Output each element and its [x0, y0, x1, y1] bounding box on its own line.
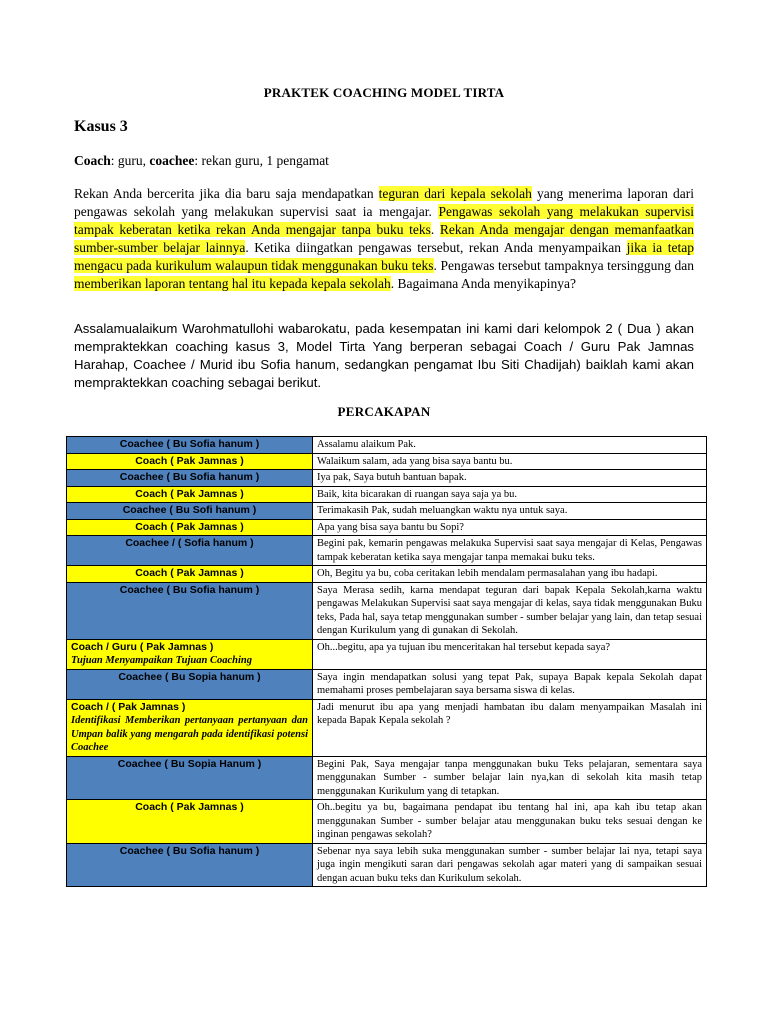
- speaker-name: Coachee ( Bu Sopia hanum ): [118, 670, 261, 683]
- dialogue-text-cell: Begini pak, kemarin pengawas melakuka Supervisi saat saya mengajar di Kelas, Pengawas tampak keberatan ketika saya mengajar tanpa memakai buku teks.: [313, 536, 707, 566]
- speaker-name: Coachee / ( Sofia hanum ): [125, 537, 254, 549]
- paragraph-text: Rekan Anda bercerita jika dia baru saja mendapatkan: [74, 186, 379, 201]
- highlighted-text: Rekan Anda mengajar dengan memanfaatkan sumber-sumber belajar lainnya: [74, 222, 694, 255]
- dialogue-text-cell: Terimakasih Pak, sudah meluangkan waktu nya untuk saya.: [313, 503, 707, 520]
- conversation-row: [67, 756, 707, 800]
- conversation-row: [67, 503, 707, 520]
- speaker-name: Coach ( Pak Jamnas ): [135, 801, 244, 813]
- speaker-name: Coachee ( Bu Sopia Hanum ): [117, 757, 262, 770]
- speaker-name: Coachee ( Bu Sofi hanum ): [122, 504, 257, 516]
- speaker-name: Coach / Guru ( Pak Jamnas ): [71, 640, 214, 653]
- coachee-speaker-cell: [67, 437, 313, 454]
- conversation-row: [67, 800, 707, 844]
- conversation-table: [66, 436, 707, 887]
- coachee-text: : rekan guru, 1 pengamat: [194, 153, 329, 168]
- dialogue-text-cell: Iya pak, Saya butuh bantuan bapak.: [313, 470, 707, 487]
- dialogue-text-cell: Begini Pak, Saya mengajar tanpa menggunakan buku Teks pelajaran, sementara saya menggunakan Sumber - sumber belajar lain nya,kan di sekolah kita masih tetap menggunakan Kurikulum yang di tetapkan.: [313, 756, 707, 800]
- conversation-row: [67, 536, 707, 566]
- coachee-speaker-cell: [67, 756, 313, 800]
- conversation-row: [67, 470, 707, 487]
- coach-speaker-cell: [67, 453, 313, 470]
- conversation-row: [67, 486, 707, 503]
- dialogue-text-cell: Jadi menurut ibu apa yang menjadi hambatan ibu dalam menyampaikan Masalah ini kepada Bapak Kepala sekolah ?: [313, 699, 707, 756]
- case-heading: Kasus 3: [74, 118, 128, 135]
- dialogue-text-cell: Oh...begitu, apa ya tujuan ibu menceritakan hal tersebut kepada saya?: [313, 639, 707, 669]
- dialogue-text-cell: Saya ingin mendapatkan solusi yang tepat Pak, supaya Bapak kepala Sekolah dapat memahami proses pembelajaran saya bersama siswa di kelas.: [313, 669, 707, 699]
- conversation-row: [67, 699, 707, 756]
- coach-speaker-cell: [67, 519, 313, 536]
- dialogue-text-cell: Sebenar nya saya lebih suka menggunakan sumber - sumber belajar lai nya, tetapi saya juga ingin mengikuti saran dari pengawas sekolah agar materi yang di sampaikan sesuai dengan acuan buku teks dan Kurikulum sekolah.: [313, 843, 707, 887]
- coachee-label: coachee: [149, 153, 195, 168]
- document-title: PRAKTEK COACHING MODEL TIRTA: [263, 85, 505, 100]
- speaker-name: Coachee ( Bu Sofia hanum ): [119, 471, 260, 483]
- coachee-speaker-cell: [67, 470, 313, 487]
- section-heading: PERCAKAPAN: [337, 404, 431, 419]
- conversation-row: [67, 582, 707, 639]
- conversation-row: [67, 519, 707, 536]
- coach-text: : guru,: [110, 153, 150, 168]
- highlighted-text: jika ia tetap mengacu pada kurikulum walaupun tidak menggunakan buku teks: [74, 240, 694, 273]
- speaker-name: Coachee ( Bu Sofia hanum ): [119, 844, 260, 857]
- coachee-speaker-cell: [67, 669, 313, 699]
- highlighted-text: teguran dari kepala sekolah: [378, 186, 532, 201]
- dialogue-text-cell: Oh, Begitu ya bu, coba ceritakan lebih mendalam permasalahan yang ibu hadapi.: [313, 566, 707, 583]
- coach-speaker-cell: [67, 566, 313, 583]
- conversation-row: [67, 566, 707, 583]
- conversation-row: [67, 843, 707, 887]
- speaker-name: Coach ( Pak Jamnas ): [135, 520, 244, 533]
- intro-paragraph: Assalamualaikum Warohmatullohi wabarokatu, pada kesempatan ini kami dari kelompok 2 ( Dua ) akan mempraktekkan coaching kasus 3, Model Tirta Yang berperan sebagai Coach / Guru Pak Jamnas Harahap, Coachee / Murid ibu Sofia hanum, sedangkan pengamat Ibu Siti Chadijah) baiklah kami akan mempraktekkan coaching sebagai berikut.: [74, 321, 694, 390]
- paragraph-text: .: [430, 222, 440, 237]
- coaching-stage-note: Tujuan Menyampaikan Tujuan Coaching: [71, 655, 252, 666]
- highlighted-text: Pengawas sekolah yang melakukan supervisi tampak keberatan ketika rekan Anda mengajar tanpa buku teks: [74, 204, 694, 237]
- speaker-name: Coachee ( Bu Sofia hanum ): [119, 583, 260, 596]
- dialogue-text-cell: Oh..begitu ya bu, bagaimana pendapat ibu tentang hal ini, apa kah ibu tetap akan menggunakan Sumber - sumber belajar atau menggunakan buku teks sesuai dengan ke inginan pengawas sekolah?: [313, 800, 707, 844]
- coachee-speaker-cell: [67, 843, 313, 887]
- coach-roles-line: [74, 153, 329, 169]
- paragraph-text: . Bagaimana Anda menyikapinya?: [390, 276, 576, 291]
- dialogue-text-cell: Apa yang bisa saya bantu bu Sopi?: [313, 519, 707, 536]
- conversation-row: [67, 639, 707, 669]
- coach-label: Coach: [74, 153, 111, 168]
- coaching-stage-note: Identifikasi Memberikan pertanyaan pertanyaan dan Umpan balik yang mengarah pada identifikasi potensi Coachee: [71, 715, 308, 753]
- conversation-row: [67, 437, 707, 454]
- speaker-name: Coach ( Pak Jamnas ): [135, 454, 244, 467]
- speaker-name: Coachee ( Bu Sofia hanum ): [119, 438, 260, 450]
- conversation-row: [67, 453, 707, 470]
- coach-speaker-cell: [67, 699, 313, 756]
- coach-speaker-cell: [67, 639, 313, 669]
- conversation-row: [67, 669, 707, 699]
- highlighted-text: memberikan laporan tentang hal itu kepada kepala sekolah: [74, 276, 391, 291]
- dialogue-text-cell: Assalamu alaikum Pak.: [313, 437, 707, 454]
- dialogue-text-cell: Saya Merasa sedih, karna mendapat teguran dari bapak Kepala Sekolah,karna waktu pengawas Melakukan Supervisi saat saya mengajar di kelas, saya tidak menggunakan Buku teks, Pada hal, saya tetap menggunakan sumber - sumber belajar yang lain, dan tetap sesuai dengan Kurikulum yang di gunakan di Sekolah.: [313, 582, 707, 639]
- speaker-name: Coach / ( Pak Jamnas ): [71, 700, 186, 713]
- dialogue-text-cell: Walaikum salam, ada yang bisa saya bantu bu.: [313, 453, 707, 470]
- paragraph-text: yang menerima laporan dari pengawas sekolah yang melakukan supervisi saat ia mengajar.: [74, 186, 694, 219]
- paragraph-text: . Pengawas tersebut tampaknya tersinggung dan: [433, 258, 694, 273]
- paragraph-text: . Ketika diingatkan pengawas tersebut, rekan Anda menyampaikan: [245, 240, 627, 255]
- coach-speaker-cell: [67, 800, 313, 844]
- coach-speaker-cell: [67, 486, 313, 503]
- coachee-speaker-cell: [67, 582, 313, 639]
- speaker-name: Coach ( Pak Jamnas ): [135, 567, 244, 579]
- dialogue-text-cell: Baik, kita bicarakan di ruangan saya saja ya bu.: [313, 486, 707, 503]
- coachee-speaker-cell: [67, 536, 313, 566]
- case-description-paragraph: [74, 185, 694, 293]
- speaker-name: Coach ( Pak Jamnas ): [135, 487, 244, 500]
- coachee-speaker-cell: [67, 503, 313, 520]
